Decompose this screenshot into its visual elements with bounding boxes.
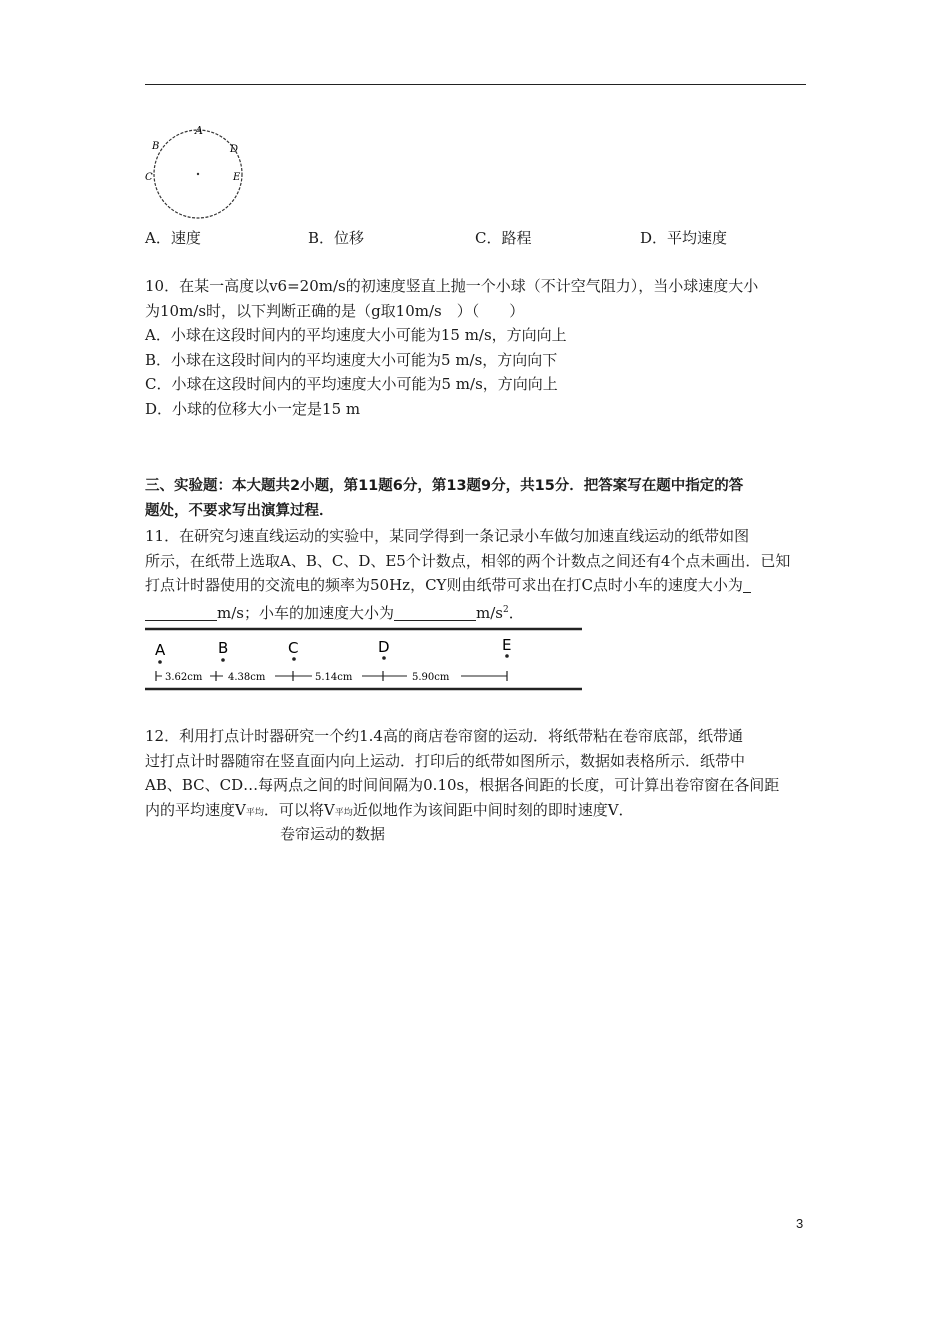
circle-label-c: C: [145, 172, 153, 183]
q12-sub-2: 平均: [334, 807, 353, 818]
q11-unit-accel: m/s: [475, 603, 503, 622]
circle-label-a: A: [195, 124, 203, 137]
q11-line2: 所示，在纸带上选取A、B、C、D、E5个计数点，相邻的两个计数点之间还有4个点未画出．已知: [145, 551, 791, 570]
q11-line4-end: ．: [508, 603, 524, 622]
q9-option-c: C．路程: [475, 229, 532, 247]
q12-line4: [145, 798, 806, 823]
q9-option-d: D．平均速度: [640, 229, 728, 247]
question-12: [145, 724, 806, 822]
header-rule: [145, 84, 806, 85]
tape-point-c: C: [288, 639, 299, 657]
q12-line4-b: ．可以将V: [263, 800, 335, 819]
tape-dot-c: [292, 657, 296, 661]
q10-option-a: A．小球在这段时间内的平均速度大小可能为15 m/s，方向向上: [145, 326, 567, 344]
q11-unit-sup: 2: [502, 604, 509, 615]
q9-option-b: B．位移: [308, 229, 365, 247]
tape-point-d: D: [378, 638, 390, 656]
q12-line1: 12．利用打点计时器研究一个约1.4高的商店卷帘窗的运动．将纸带粘在卷帘底部，纸带通: [145, 727, 743, 745]
section-3-line2: 题处，不要求写出演算过程．: [145, 502, 334, 519]
tape-distance-bc: 4.38cm: [228, 672, 266, 683]
q12-line4-c: 近似地作为该间距中间时刻的即时速度V．: [352, 800, 634, 819]
q11-velocity-blank[interactable]: [145, 604, 217, 621]
tape-dot-e: [505, 654, 509, 658]
paper-tape-figure: [145, 625, 585, 693]
q9-option-a: A．速度: [145, 229, 201, 247]
q10-stem-line1: 10．在某一高度以v6=20m/s的初速度竖直上抛一个小球（不计空气阻力），当小球速度大小: [145, 277, 759, 295]
q11-acceleration-blank[interactable]: [394, 604, 476, 621]
q12-sub-1: 平均: [245, 807, 264, 818]
tape-point-e: E: [502, 636, 512, 654]
q10-option-d: D．小球的位移大小一定是15 m: [145, 399, 361, 418]
tape-distance-de: 5.90cm: [412, 672, 450, 683]
q11-line3: [145, 573, 806, 598]
tape-distance-cd: 5.14cm: [315, 672, 353, 683]
tape-point-a: A: [155, 641, 166, 659]
page-number: 3: [796, 1216, 804, 1231]
q11-unit-velocity: m/s；小车的加速度大小为: [217, 603, 394, 622]
q10-option-b: B．小球在这段时间内的平均速度大小可能为5 m/s，方向向下: [145, 350, 558, 369]
section-3-line1: 三、实验题：本大题共2小题，第11题6分，第13题9分，共15分．把答案写在题中指定的答: [145, 478, 744, 494]
q11-line3-text: 打点计时器使用的交流电的频率为50Hz，CY则由纸带可求出在打C点时小车的速度大小为: [145, 576, 743, 594]
q12-line3: AB、BC、CD…每两点之间的时间间隔为0.10s，根据各间距的长度，可计算出卷帘窗在各间距: [145, 776, 780, 794]
circle-label-b: B: [152, 141, 160, 152]
question-11: [145, 524, 806, 622]
q10-stem-line2: 为10m/s时，以下判断正确的是（g取10m/s ）（ ）: [145, 301, 525, 320]
q12-line4-a: 内的平均速度V: [145, 800, 246, 819]
circle-diagram: [140, 122, 250, 220]
q10-option-c: C．小球在这段时间内的平均速度大小可能为5 m/s，方向向上: [145, 375, 558, 393]
tape-point-b: B: [218, 639, 229, 657]
tape-dot-d: [382, 656, 386, 660]
q12-line2: 过打点计时器随帘在竖直面内向上运动．打印后的纸带如图所示，数据如表格所示．纸带中: [145, 751, 746, 770]
circle-label-e: E: [233, 172, 241, 183]
q11-line4: [145, 598, 806, 623]
q11-line1: 11．在研究匀速直线运动的实验中，某同学得到一条记录小车做匀加速直线运动的纸带如图: [145, 527, 750, 545]
tape-dot-a: [158, 660, 162, 664]
q11-blank-start: [743, 576, 751, 593]
table-caption: 卷帘运动的数据: [280, 825, 386, 843]
circle-label-d: D: [230, 144, 239, 155]
tape-distance-ab: 3.62cm: [165, 672, 203, 683]
question-10: [145, 274, 806, 421]
section-3-heading: [145, 474, 806, 523]
tape-dot-b: [221, 658, 225, 662]
